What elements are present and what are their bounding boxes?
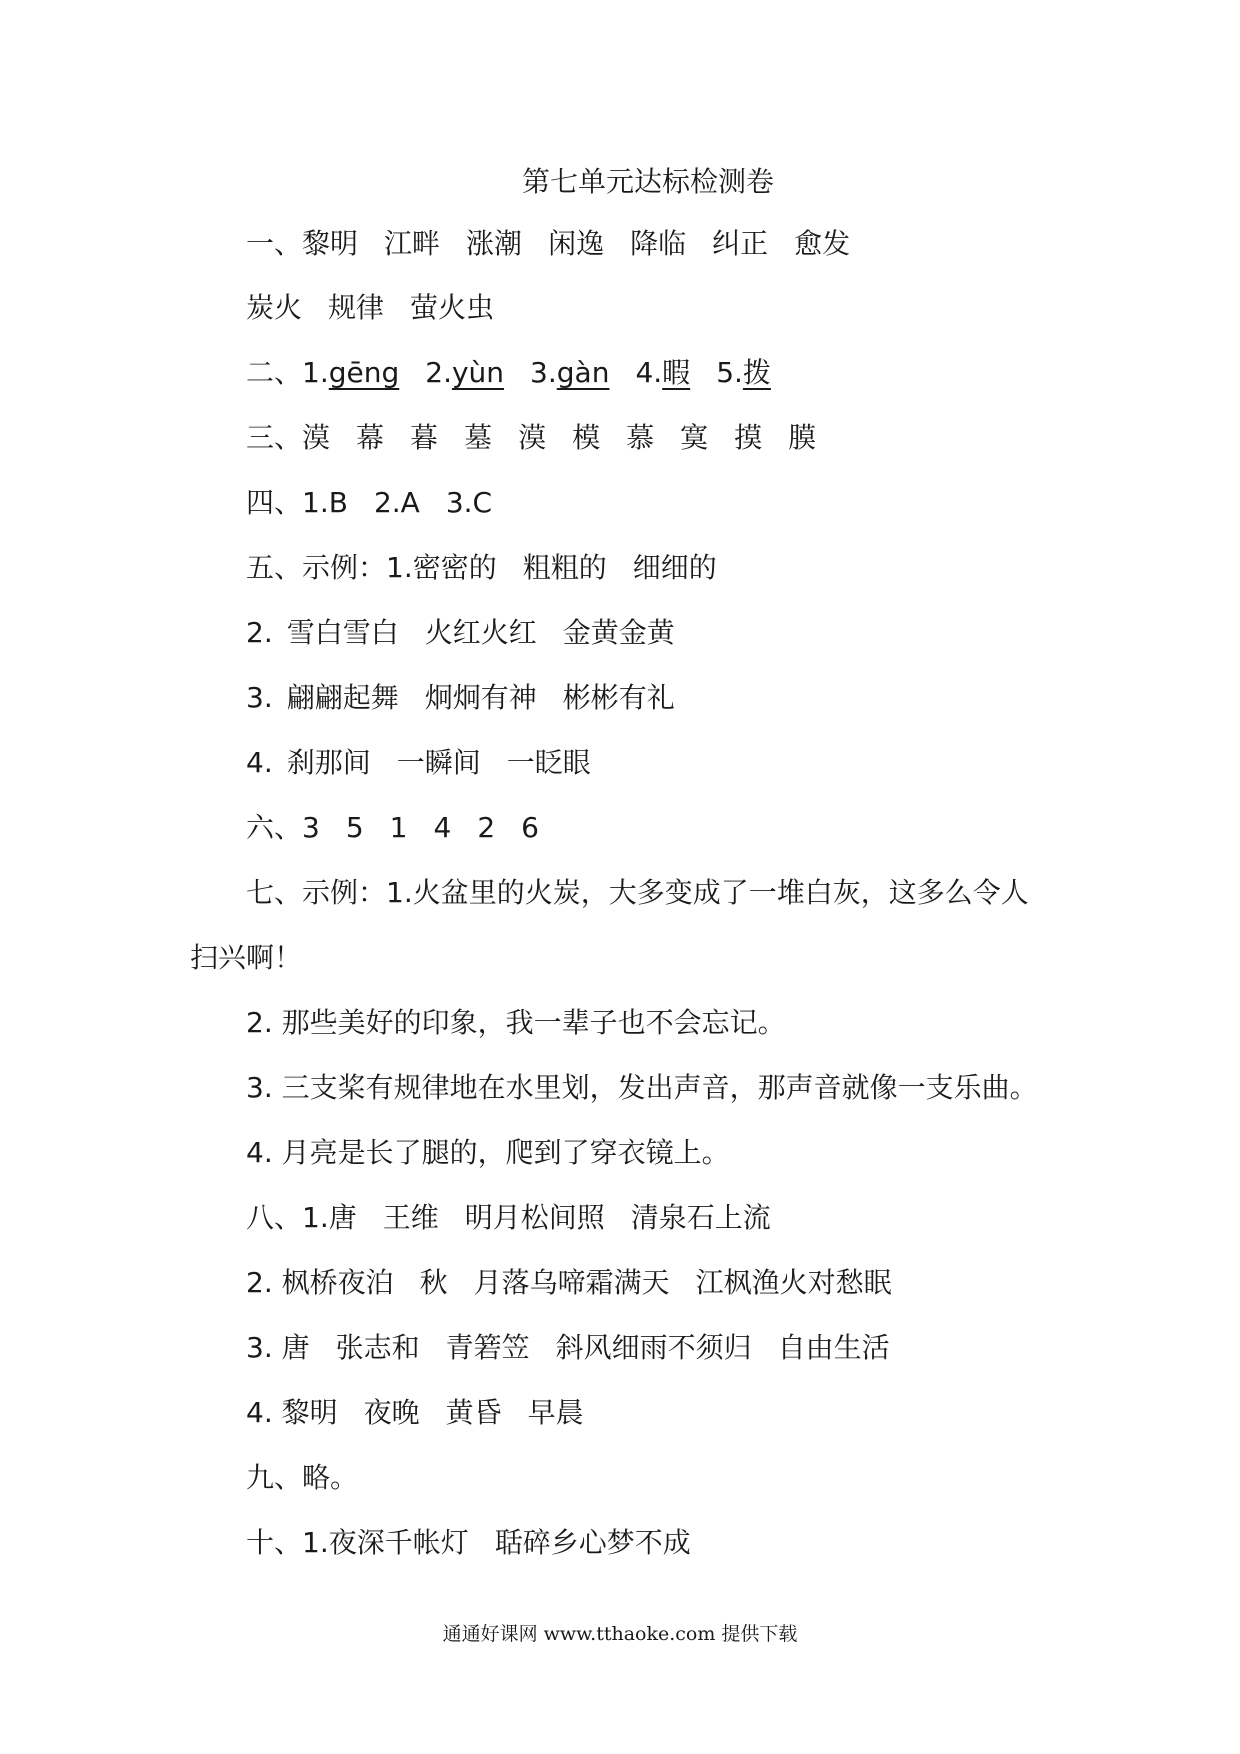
answer-word: 刹那间 xyxy=(286,746,371,779)
answer-word: 细细的 xyxy=(632,551,717,584)
answer-verse: 1.夜深千帐灯 xyxy=(302,1526,469,1559)
answer-word: 密密的 xyxy=(412,551,497,584)
answer-char: 模 xyxy=(572,421,601,454)
item-number: 4. xyxy=(246,746,273,779)
section-5-line-4 xyxy=(246,743,591,783)
answer-word: 愈发 xyxy=(794,227,851,260)
section-5-line-1 xyxy=(246,548,717,588)
item-number: 5. xyxy=(716,356,743,389)
section-1-label: 一、 xyxy=(246,227,303,260)
section-9-line xyxy=(246,1458,358,1498)
section-3-line xyxy=(246,418,816,458)
item-number: 1. xyxy=(386,551,413,584)
order-number: 1 xyxy=(389,811,408,844)
answer-char: 幕 xyxy=(356,421,385,454)
answer-word: 纠正 xyxy=(712,227,769,260)
answer-char: 慕 xyxy=(626,421,655,454)
section-1-line-1 xyxy=(246,224,850,264)
answer-char: 膜 xyxy=(788,421,817,454)
item-number: 2. xyxy=(246,616,273,649)
answer-word: 雪白雪白 xyxy=(286,616,399,649)
order-number: 2 xyxy=(477,811,496,844)
answer-choice: 2.A xyxy=(373,486,420,519)
section-8-label: 八、 xyxy=(246,1201,303,1234)
answer-char: 摸 xyxy=(734,421,763,454)
answer-word: 4. 黎明 xyxy=(246,1396,338,1429)
section-8-line-3 xyxy=(246,1328,890,1368)
answer-word: 粗粗的 xyxy=(522,551,607,584)
underlined-answer: gēng xyxy=(328,356,400,389)
answer-text: 略。 xyxy=(302,1461,359,1494)
section-4-line xyxy=(246,483,492,523)
section-1-line-2 xyxy=(246,288,494,328)
answer-choice: 3.C xyxy=(445,486,493,519)
answer-word: 金黄金黄 xyxy=(562,616,675,649)
answer-verse: 聒碎乡心梦不成 xyxy=(494,1526,691,1559)
answer-word: 江畔 xyxy=(384,227,441,260)
section-4-label: 四、 xyxy=(246,486,303,519)
order-number: 5 xyxy=(345,811,364,844)
answer-word: 2. 枫桥夜泊 xyxy=(246,1266,394,1299)
answer-char: 漠 xyxy=(518,421,547,454)
section-5-line-3 xyxy=(246,678,675,718)
section-8-line-1 xyxy=(246,1198,771,1238)
answer-word: 月落乌啼霜满天 xyxy=(473,1266,670,1299)
answer-word: 炭火 xyxy=(246,291,303,324)
answer-word: 清泉石上流 xyxy=(630,1201,771,1234)
answer-word: 王维 xyxy=(382,1201,439,1234)
answer-word: 彬彬有礼 xyxy=(562,681,675,714)
answer-char: 寞 xyxy=(680,421,709,454)
section-3-label: 三、 xyxy=(246,421,303,454)
footer-source: 通通好课网 www.tthaoke.com 提供下载 xyxy=(442,1623,798,1645)
page-title: 第七单元达标检测卷 xyxy=(521,165,774,198)
item-number: 1. xyxy=(302,356,329,389)
answer-word: 青箬笠 xyxy=(445,1331,530,1364)
answer-word: 秋 xyxy=(419,1266,448,1299)
answer-word: 3. 唐 xyxy=(246,1331,310,1364)
answer-word: 一眨眼 xyxy=(506,746,591,779)
section-7-line-4: 4. 月亮是长了腿的，爬到了穿衣镜上。 xyxy=(246,1136,730,1169)
section-7-line-1-cont: 扫兴啊！ xyxy=(190,941,303,974)
answer-word: 斜风细雨不须归 xyxy=(555,1331,752,1364)
answer-word: 黎明 xyxy=(302,227,359,260)
answer-choice: 1.B xyxy=(302,486,348,519)
answer-word: 黄昏 xyxy=(445,1396,502,1429)
section-7-line-1 xyxy=(246,873,1029,913)
section-5-line-2 xyxy=(246,613,675,653)
answer-word: 火红火红 xyxy=(424,616,537,649)
answer-char: 暮 xyxy=(410,421,439,454)
section-7-line-3: 3. 三支桨有规律地在水里划，发出声音，那声音就像一支乐曲。 xyxy=(246,1071,1038,1104)
underlined-answer: 暇 xyxy=(662,356,691,389)
item-number: 3. xyxy=(530,356,557,389)
section-2-label: 二、 xyxy=(246,356,303,389)
answer-char: 墓 xyxy=(464,421,493,454)
section-9-label: 九、 xyxy=(246,1461,303,1494)
answer-char: 漠 xyxy=(302,421,331,454)
answer-word: 一瞬间 xyxy=(396,746,481,779)
section-10-line xyxy=(246,1523,691,1563)
answer-word: 江枫渔火对愁眠 xyxy=(695,1266,892,1299)
section-8-line-4 xyxy=(246,1393,584,1433)
item-number: 4. xyxy=(635,356,663,389)
answer-word: 明月松间照 xyxy=(464,1201,605,1234)
underlined-answer: gàn xyxy=(556,356,610,389)
answer-word: 降临 xyxy=(630,227,687,260)
section-2-line xyxy=(246,353,771,393)
order-number: 4 xyxy=(433,811,452,844)
answer-word: 夜晚 xyxy=(363,1396,420,1429)
answer-word: 翩翩起舞 xyxy=(286,681,399,714)
underlined-answer: 拨 xyxy=(742,356,771,389)
item-number: 3. xyxy=(246,681,273,714)
answer-word: 张志和 xyxy=(335,1331,420,1364)
answer-word: 自由生活 xyxy=(777,1331,890,1364)
answer-word: 早晨 xyxy=(527,1396,584,1429)
answer-sentence: 1.火盆里的火炭，大多变成了一堆白灰，这多么令人 xyxy=(386,876,1029,909)
section-8-line-2 xyxy=(246,1263,892,1303)
section-5-label: 五、示例： xyxy=(246,551,387,584)
order-number: 6 xyxy=(521,811,539,844)
answer-word: 规律 xyxy=(328,291,385,324)
answer-word: 涨潮 xyxy=(466,227,523,260)
section-6-label: 六、 xyxy=(246,811,303,844)
underlined-answer: yùn xyxy=(451,356,505,389)
answer-word: 萤火虫 xyxy=(410,291,495,324)
section-7-label: 七、示例： xyxy=(246,876,387,909)
answer-word: 闲逸 xyxy=(548,227,605,260)
order-number: 3 xyxy=(302,811,320,844)
answer-word: 炯炯有神 xyxy=(424,681,537,714)
section-10-label: 十、 xyxy=(246,1526,303,1559)
answer-word: 1.唐 xyxy=(302,1201,357,1234)
section-6-line xyxy=(246,808,539,848)
item-number: 2. xyxy=(425,356,452,389)
section-7-line-2: 2. 那些美好的印象，我一辈子也不会忘记。 xyxy=(246,1006,786,1039)
